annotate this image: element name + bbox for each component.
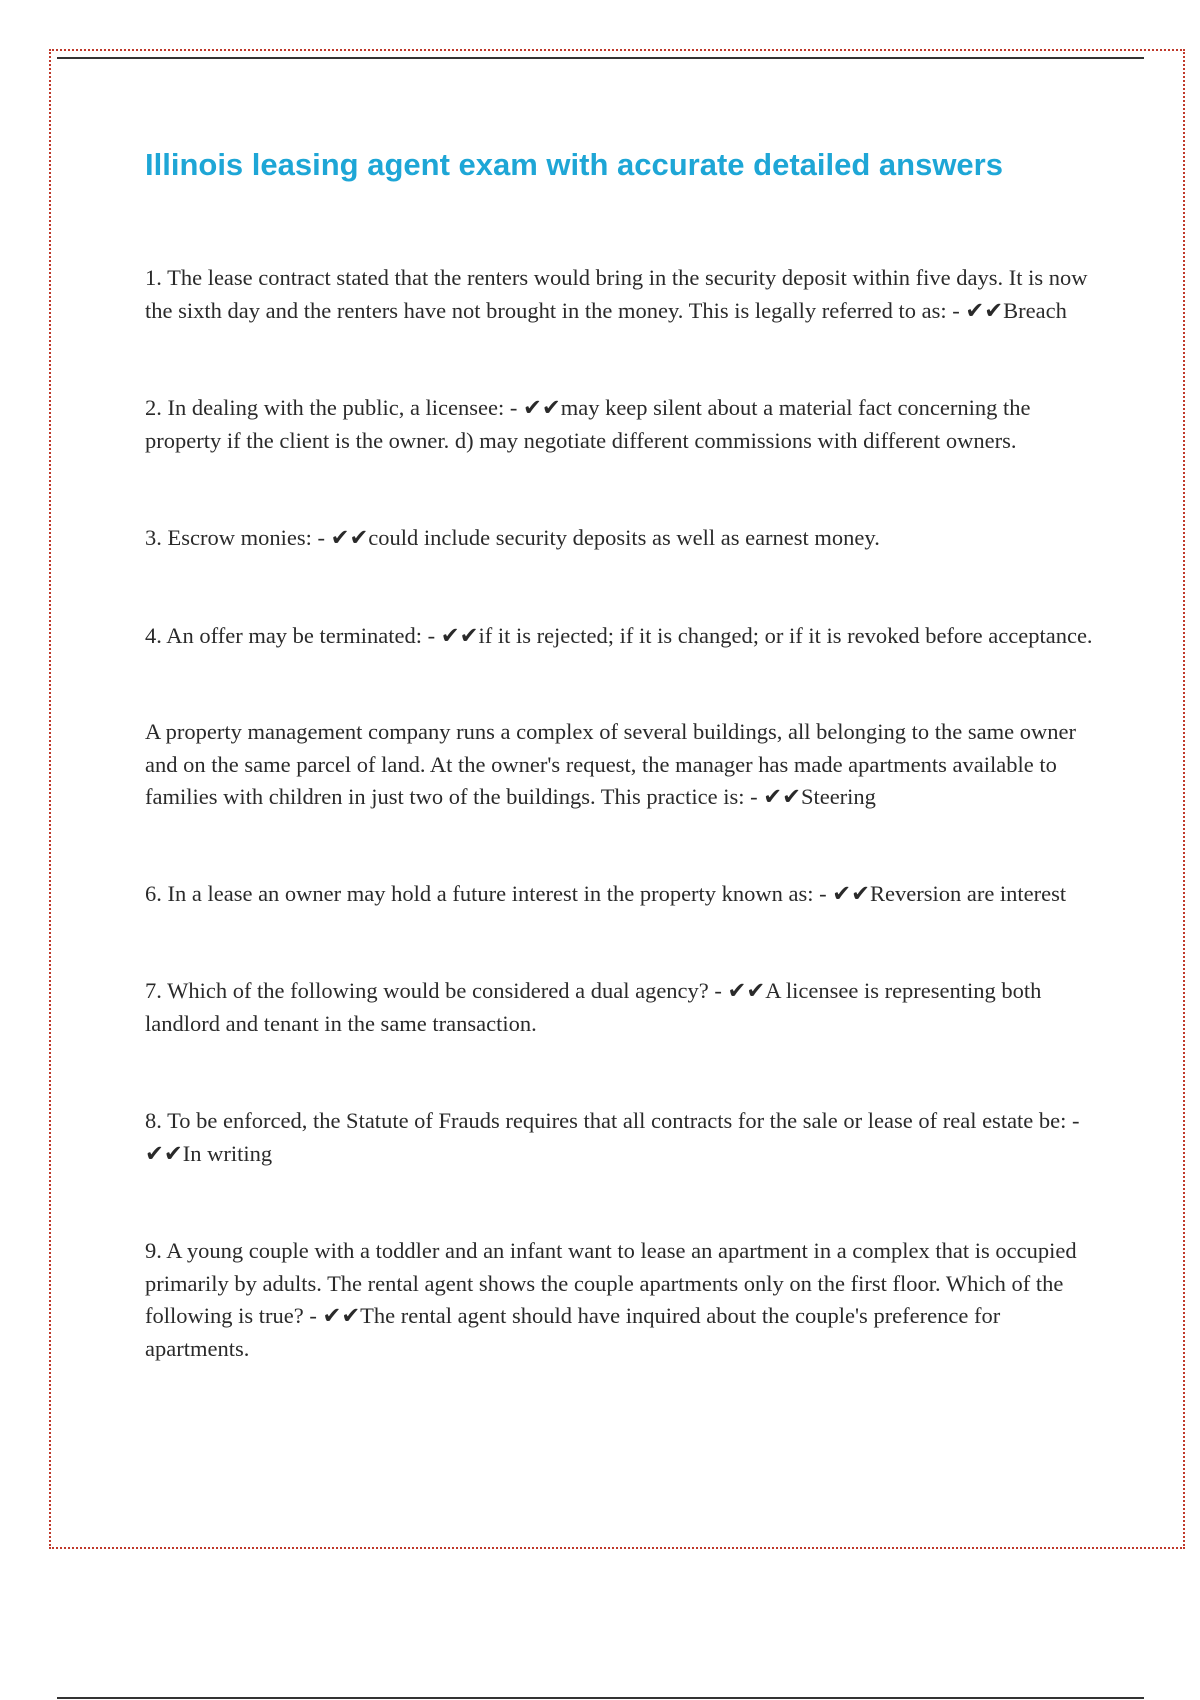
qa-item-7: 7. Which of the following would be considered a dual agency? - ✔✔A licensee is representing both landlord and tenant in the same transaction.	[145, 978, 1042, 1036]
question-answer-list	[145, 262, 1095, 1365]
qa-item-1: 1. The lease contract stated that the renters would bring in the security deposit within five days. It is now the sixth day and the renters have not brought in the money. This is legally referred to as: - ✔✔Breach	[145, 265, 1088, 323]
qa-item-4: 4. An offer may be terminated: - ✔✔if it is rejected; if it is changed; or if it is revoked before acceptance.	[145, 622, 1093, 648]
qa-item-5: A property management company runs a complex of several buildings, all belonging to the same owner and on the same parcel of land. At the owner's request, the manager has made apartments available to families with children in just two of the buildings. This practice is: - ✔✔Steering	[145, 719, 1077, 809]
header-rule	[57, 57, 1144, 59]
document-title: Illinois leasing agent exam with accurate detailed answers	[145, 147, 1003, 182]
footer-rule	[57, 1697, 1144, 1699]
qa-item-3: 3. Escrow monies: - ✔✔could include security deposits as well as earnest money.	[145, 525, 880, 550]
qa-item-9: 9. A young couple with a toddler and an infant want to lease an apartment in a complex that is occupied primarily by adults. The rental agent shows the couple apartments only on the first floor. Which of the following is true? - ✔✔The rental agent should have inquired about the couple's preference for apartments.	[145, 1238, 1077, 1361]
qa-item-2: 2. In dealing with the public, a licensee: - ✔✔may keep silent about a material fact concerning the property if the client is the owner. d) may negotiate different commissions with different owners.	[145, 395, 1031, 453]
qa-item-8: 8. To be enforced, the Statute of Frauds requires that all contracts for the sale or lease of real estate be: - ✔✔In writing	[145, 1108, 1080, 1166]
qa-item-6: 6. In a lease an owner may hold a future interest in the property known as: - ✔✔Reversion are interest	[145, 880, 1067, 906]
